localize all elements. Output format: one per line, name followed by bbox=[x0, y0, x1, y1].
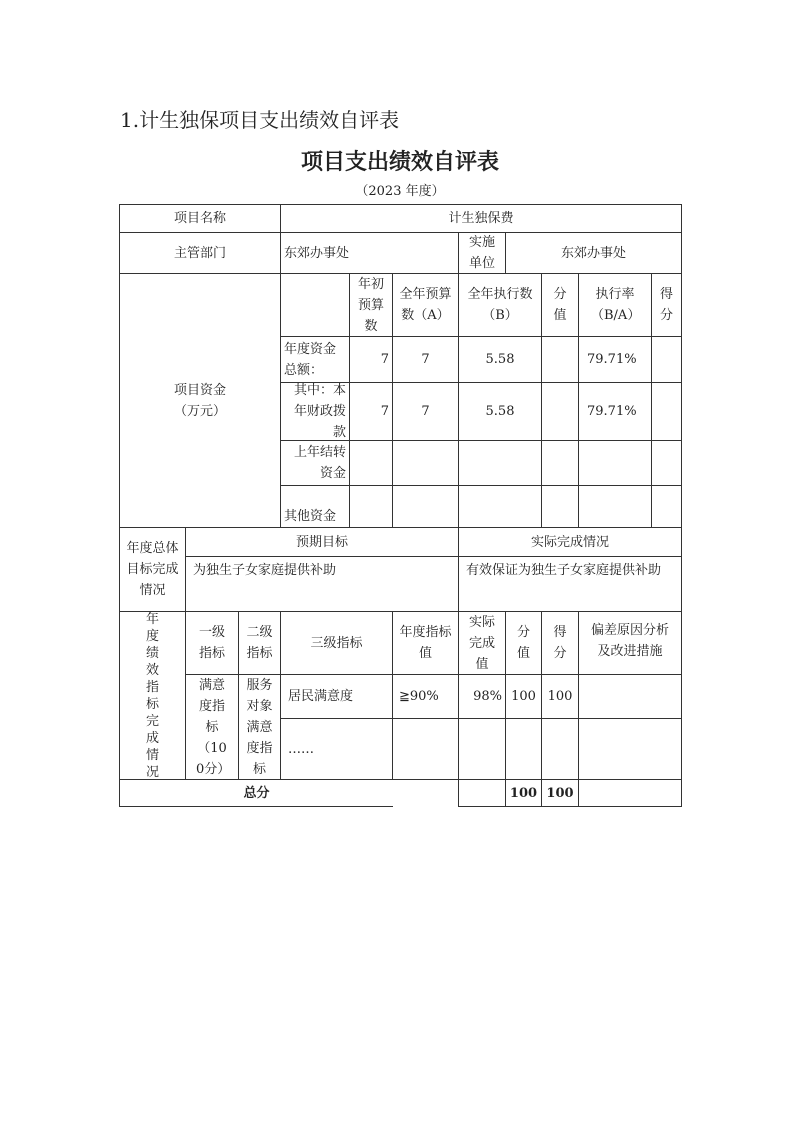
empty-cell bbox=[541, 485, 579, 528]
header-target: 年度指标值 bbox=[392, 611, 459, 675]
empty-cell bbox=[578, 485, 652, 528]
empty-cell bbox=[578, 440, 652, 486]
empty-cell bbox=[541, 440, 579, 486]
score-value: 100 bbox=[505, 674, 542, 719]
impl-value: 东郊办事处 bbox=[505, 232, 682, 274]
empty-cell bbox=[578, 718, 682, 780]
header-score: 得分 bbox=[651, 273, 682, 337]
funds-row-total-annual: 7 bbox=[392, 336, 459, 383]
actual-goal-label: 实际完成情况 bbox=[458, 527, 682, 557]
funds-row-total-executed: 5.58 bbox=[458, 336, 542, 383]
header-rate: 执行率（B/A） bbox=[578, 273, 652, 337]
header-annual-budget: 全年预算数（A） bbox=[392, 273, 459, 337]
goals-label: 年度总体目标完成情况 bbox=[119, 527, 186, 612]
empty-cell bbox=[651, 440, 682, 486]
empty-cell bbox=[349, 440, 393, 486]
funds-header-blank bbox=[280, 273, 350, 337]
total-score-value: 100 bbox=[505, 779, 542, 807]
project-name-label: 项目名称 bbox=[119, 204, 281, 233]
empty-cell bbox=[458, 779, 506, 807]
empty-cell bbox=[392, 485, 459, 528]
funds-row-fiscal-executed: 5.58 bbox=[458, 382, 542, 441]
section-title: 1.计生独保项目支出绩效自评表 bbox=[120, 108, 400, 132]
level2-value: 服务对象满意度指标 bbox=[238, 674, 281, 780]
header-score-value: 分值 bbox=[541, 273, 579, 337]
funds-row-other-name: 其他资金 bbox=[280, 485, 350, 528]
empty-cell bbox=[392, 718, 459, 780]
empty-cell bbox=[458, 440, 542, 486]
form-title: 项目支出绩效自评表 bbox=[300, 149, 499, 175]
actual-value: 98% bbox=[458, 674, 506, 719]
actual-goal-text: 有效保证为独生子女家庭提供补助 bbox=[458, 556, 682, 612]
funds-row-fiscal-initial: 7 bbox=[349, 382, 393, 441]
funds-row-fiscal-rate: 79.71% bbox=[578, 382, 652, 441]
dept-label: 主管部门 bbox=[119, 232, 281, 274]
dept-value: 东郊办事处 bbox=[280, 232, 459, 274]
indicators-label: 年度绩效指标完成情况 bbox=[119, 611, 186, 780]
funds-row-fiscal-name: 其中：本年财政拨款 bbox=[280, 382, 350, 441]
form-year: （2023 年度） bbox=[355, 184, 445, 199]
score: 100 bbox=[541, 674, 579, 719]
project-name-value: 计生独保费 bbox=[280, 204, 682, 233]
header-initial-budget: 年初预算数 bbox=[349, 273, 393, 337]
empty-cell bbox=[458, 485, 542, 528]
level3-value: 居民满意度 bbox=[280, 674, 393, 719]
header-executed: 全年执行数（B） bbox=[458, 273, 542, 337]
funds-row-fiscal-score-value bbox=[541, 382, 579, 441]
total-label: 总分 bbox=[119, 779, 393, 807]
funds-row-fiscal-annual: 7 bbox=[392, 382, 459, 441]
funds-row-total-score-value bbox=[541, 336, 579, 383]
funds-row-total-rate: 79.71% bbox=[578, 336, 652, 383]
empty-cell bbox=[505, 718, 542, 780]
header-level3: 三级指标 bbox=[280, 611, 393, 675]
empty-cell bbox=[349, 485, 393, 528]
expected-goal-text: 为独生子女家庭提供补助 bbox=[185, 556, 459, 612]
level3-more: …… bbox=[280, 718, 393, 780]
total-score: 100 bbox=[541, 779, 579, 807]
funds-row-carryover-name: 上年结转资金 bbox=[280, 440, 350, 486]
funds-row-total-score bbox=[651, 336, 682, 383]
header-actual: 实际完成值 bbox=[458, 611, 506, 675]
empty-cell bbox=[651, 485, 682, 528]
funds-row-total-initial: 7 bbox=[349, 336, 393, 383]
target-value: ≧90% bbox=[392, 674, 459, 719]
header-deviation: 偏差原因分析及改进措施 bbox=[578, 611, 682, 675]
header-score-value: 分值 bbox=[505, 611, 542, 675]
funds-label: 项目资金（万元） bbox=[119, 273, 281, 528]
impl-label: 实施单位 bbox=[458, 232, 506, 274]
level1-value: 满意度指标（100分） bbox=[185, 674, 239, 780]
header-level1: 一级指标 bbox=[185, 611, 239, 675]
header-level2: 二级指标 bbox=[238, 611, 281, 675]
header-score: 得分 bbox=[541, 611, 579, 675]
funds-row-total-name: 年度资金总额： bbox=[280, 336, 350, 383]
empty-cell bbox=[578, 674, 682, 719]
empty-cell bbox=[392, 440, 459, 486]
empty-cell bbox=[578, 779, 682, 807]
expected-goal-label: 预期目标 bbox=[185, 527, 459, 557]
empty-cell bbox=[458, 718, 506, 780]
empty-cell bbox=[541, 718, 579, 780]
funds-row-fiscal-score bbox=[651, 382, 682, 441]
